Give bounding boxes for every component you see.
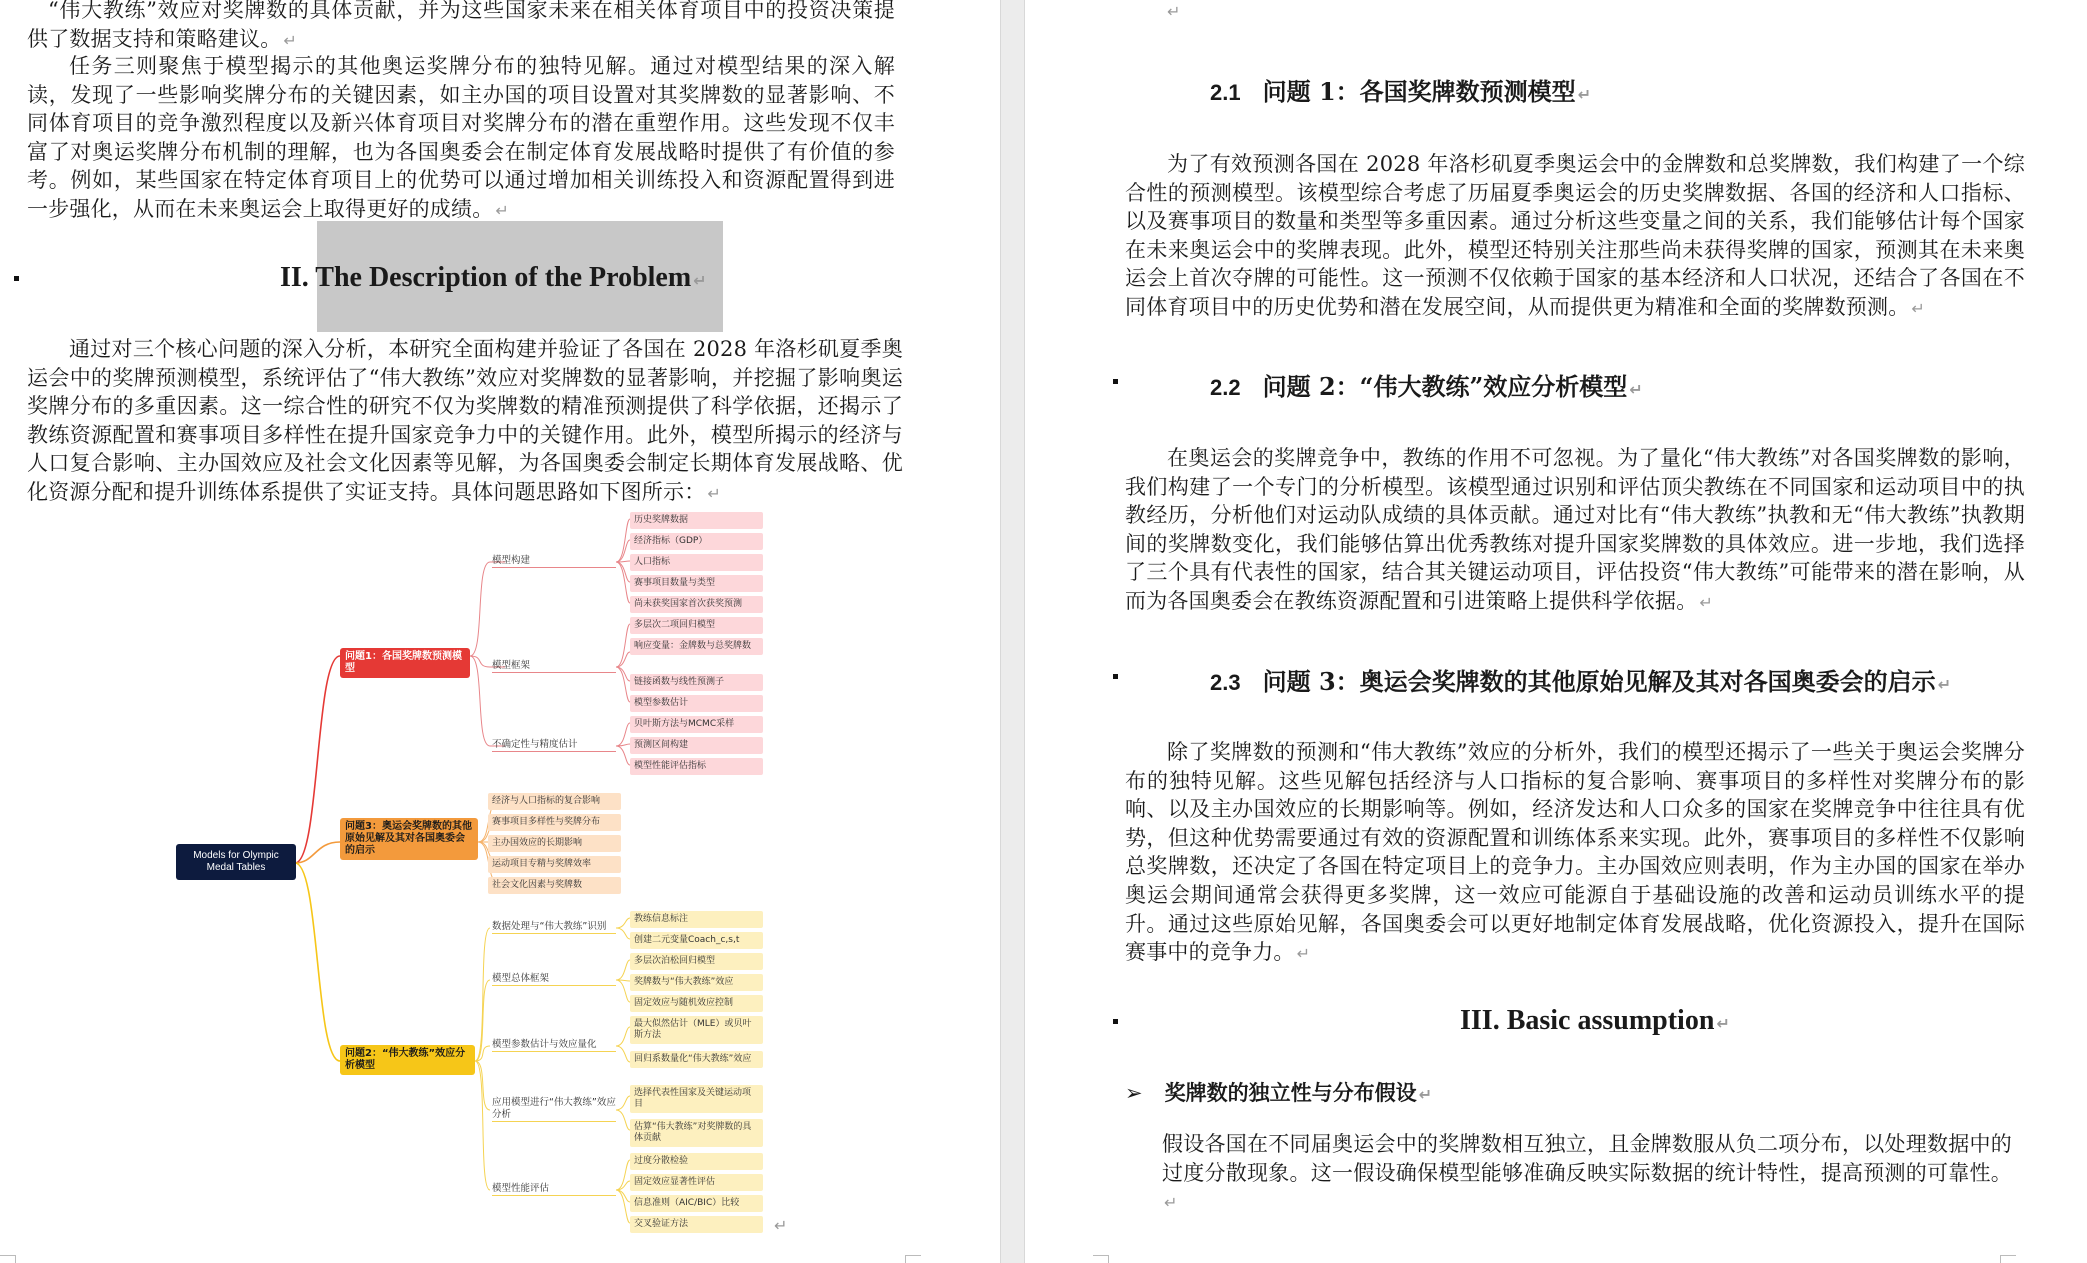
subsection-title: 问题 3：奥运会奖牌数的其他原始见解及其对各国奥委会的启示 xyxy=(1262,667,1936,696)
paragraph-mark-icon: ↵ xyxy=(1418,1085,1433,1104)
list-bullet-icon xyxy=(1113,674,1118,679)
paragraph xyxy=(1162,1130,2012,1218)
mindmap-q3-node[interactable]: 问题3：奥运会奖牌数的其他原始见解及其对各国奥委会的启示 xyxy=(340,818,478,860)
mindmap-leaf[interactable]: 固定效应显著性评估 xyxy=(630,1174,763,1191)
paragraph-mark-icon: ↵ xyxy=(1716,1014,1730,1033)
mindmap-q2-node[interactable]: 问题2：“伟大教练”效应分析模型 xyxy=(340,1045,475,1075)
paragraph-mark-icon: ↵ xyxy=(283,30,298,50)
paragraph-mark-icon: ↵ xyxy=(1167,2,1181,21)
section-heading[interactable] xyxy=(280,262,707,294)
list-bullet-icon xyxy=(1113,1019,1118,1024)
paragraph xyxy=(1125,738,2025,969)
mindmap-leaf[interactable]: 历史奖牌数据 xyxy=(630,512,763,529)
paragraph-text: 为了有效预测各国在 2028 年洛杉矶夏季奥运会中的金牌数和总奖牌数，我们构建了一个综合性的预测模型。该模型综合考虑了历届夏季奥运会的历史奖牌数据、各国的经济和人口指标、以及赛事项目的数量和类型等多重因素。通过分析这些变量之间的关系，我们能够估计每个国家在未来奥运会中的奖牌表现。此外，模型还特别关注那些尚未获得奖牌的国家，预测其在未来奥运会上首次夺牌的可能性。这一预测不仅依赖于国家的基本经济和人口状况，还结合了各国在不同体育项目中的历史优势和潜在发展空间，从而提供更为精准和全面的奖牌数预测。 xyxy=(1125,152,2025,319)
mindmap-branch-label[interactable]: 模型框架 xyxy=(492,660,616,673)
list-bullet-icon xyxy=(14,276,19,281)
mindmap-leaf[interactable]: 创建二元变量Coach_c,s,t xyxy=(630,932,763,949)
paragraph-text: “伟大教练”效应对奖牌数的具体贡献，并为这些国家未来在相关体育项目中的投资决策提供了数据支持和策略建议。 xyxy=(27,0,895,51)
mindmap-leaf[interactable]: 过度分散检验 xyxy=(630,1153,763,1170)
mindmap-leaf[interactable]: 人口指标 xyxy=(630,554,763,571)
mindmap-leaf[interactable]: 模型参数估计 xyxy=(630,695,763,712)
paragraph xyxy=(1125,150,2025,324)
paragraph-mark-icon: ↵ xyxy=(1577,85,1592,104)
document-page-right xyxy=(1025,0,2087,1263)
mindmap-branch-label[interactable]: 应用模型进行“伟大教练”效应分析 xyxy=(492,1097,616,1120)
paragraph-mark-icon: ↵ xyxy=(707,483,722,503)
paragraph xyxy=(1125,444,2025,618)
mindmap-leaf[interactable]: 模型性能评估指标 xyxy=(630,758,763,775)
section-heading[interactable] xyxy=(1460,1005,1730,1037)
section-heading-text: III. Basic assumption xyxy=(1460,1005,1715,1036)
mindmap-branch-label[interactable]: 不确定性与精度估计 xyxy=(492,739,616,752)
mindmap-root-node[interactable]: Models for Olympic Medal Tables xyxy=(176,844,296,880)
mindmap-leaf[interactable]: 回归系数量化“伟大教练”效应 xyxy=(630,1051,763,1068)
section-heading-text: II. The Description of the Problem xyxy=(280,262,692,293)
mindmap-figure[interactable] xyxy=(170,500,770,1240)
mindmap-leaf[interactable]: 信息准则（AIC/BIC）比较 xyxy=(630,1195,763,1212)
mindmap-leaf[interactable]: 教练信息标注 xyxy=(630,911,763,928)
subsection-number: 2.2 xyxy=(1210,375,1241,400)
paragraph-mark-icon: ↵ xyxy=(1911,298,1926,318)
mindmap-leaf[interactable]: 预测区间构建 xyxy=(630,737,763,754)
paragraph-text: 任务三则聚焦于模型揭示的其他奥运奖牌分布的独特见解。通过对模型结果的深入解读，发现了一些影响奖牌分布的关键因素，如主办国的项目设置对其奖牌数的显著影响、不同体育项目的竞争激烈程度以及新兴体育项目对奖牌分布的潜在重塑作用。这些发现不仅丰富了对奥运奖牌分布机制的理解，也为各国奥委会在制定体育发展战略时提供了有价值的参考。例如，某些国家在特定体育项目上的优势可以通过增加相关训练投入和资源配置得到进一步强化，从而在未来奥运会上取得更好的成绩。 xyxy=(27,54,895,221)
subsection-title: 问题 2：“伟大教练”效应分析模型 xyxy=(1262,372,1628,401)
paragraph-mark-icon: ↵ xyxy=(1629,380,1643,399)
mindmap-leaf[interactable]: 奖牌数与“伟大教练”效应 xyxy=(630,974,763,991)
paragraph-text: 假设各国在不同届奥运会中的奖牌数相互独立，且金牌数服从负二项分布，以处理数据中的过度分散现象。这一假设确保模型能够准确反映实际数据的统计特性，提高预测的可靠性。 xyxy=(1162,1132,2012,1185)
paragraph-mark-icon: ↵ xyxy=(495,200,510,220)
mindmap-branch-label[interactable]: 模型参数估计与效应量化 xyxy=(492,1039,616,1052)
paragraph xyxy=(27,0,895,55)
mindmap-leaf[interactable]: 交叉验证方法 xyxy=(630,1216,763,1233)
subsection-heading[interactable] xyxy=(1210,662,1951,697)
paragraph-text: 除了奖牌数的预测和“伟大教练”效应的分析外，我们的模型还揭示了一些关于奥运会奖牌分布的独特见解。这些见解包括经济与人口指标的复合影响、赛事项目的多样性对奖牌分布的影响、以及主办国效应的长期影响等。例如，经济发达和人口众多的国家在奖牌竞争中往往具有优势，但这种优势需要通过有效的资源配置和训练体系来实现。此外，赛事项目的多样性不仅影响总奖牌数，还决定了各国在特定项目上的竞争力。主办国效应则表明，作为主办国的国家在举办奥运会期间通常会获得更多奖牌，这一效应可能源自于基础设施的改善和运动员训练水平的提升。通过这些原始见解，各国奥委会可以更好地制定体育发展战略，优化资源投入，提升在国际赛事中的竞争力。 xyxy=(1125,740,2025,965)
paragraph-mark-icon: ↵ xyxy=(1164,1193,1178,1213)
mindmap-leaf[interactable]: 多层次泊松回归模型 xyxy=(630,953,763,970)
mindmap-leaf[interactable]: 估算“伟大教练”对奖牌数的具体贡献 xyxy=(630,1119,763,1147)
paragraph-mark-icon: ↵ xyxy=(1296,944,1311,964)
mindmap-leaf[interactable]: 运动项目专精与奖牌效率 xyxy=(488,856,621,873)
page-corner-mark xyxy=(2000,1255,2016,1263)
mindmap-leaf[interactable]: 主办国效应的长期影响 xyxy=(488,835,621,852)
mindmap-branch-label[interactable]: 模型总体框架 xyxy=(492,973,616,986)
mindmap-leaf[interactable]: 选择代表性国家及关键运动项目 xyxy=(630,1085,763,1113)
mindmap-branch-label[interactable]: 模型构建 xyxy=(492,555,616,568)
mindmap-leaf[interactable]: 多层次二项回归模型 xyxy=(630,617,763,634)
document-page-left xyxy=(0,0,1000,1263)
mindmap-branch-label[interactable]: 模型性能评估 xyxy=(492,1183,616,1196)
mindmap-leaf[interactable]: 赛事项目多样性与奖牌分布 xyxy=(488,814,621,831)
mindmap-q1-node[interactable]: 问题1：各国奖牌数预测模型 xyxy=(340,648,470,678)
mindmap-leaf[interactable]: 经济指标（GDP） xyxy=(630,533,763,550)
paragraph-text: 通过对三个核心问题的深入分析，本研究全面构建并验证了各国在 2028 年洛杉矶夏季奥运会中的奖牌预测模型，系统评估了“伟大教练”效应对奖牌数的显著影响，并挖掘了影响奥运奖牌分布的多重因素。这一综合性的研究不仅为奖牌数的精准预测提供了科学依据，还揭示了教练资源配置和赛事项目多样性在提升国家竞争力中的关键作用。此外，模型所揭示的经济与人口复合影响、主办国效应及社会文化因素等见解，为各国奥委会制定长期体育发展战略、优化资源分配和提升训练体系提供了实证支持。具体问题思路如下图所示： xyxy=(27,337,903,504)
subsection-title: 问题 1：各国奖牌数预测模型 xyxy=(1262,77,1576,106)
mindmap-leaf[interactable]: 经济与人口指标的复合影响 xyxy=(488,793,621,810)
page-corner-mark xyxy=(1093,1255,1109,1263)
paragraph-mark-icon: ↵ xyxy=(693,271,707,290)
paragraph-mark-icon: ↵ xyxy=(1699,592,1714,612)
mindmap-leaf[interactable]: 链接函数与线性预测子 xyxy=(630,674,763,691)
paragraph-mark-icon: ↵ xyxy=(1937,675,1952,694)
list-bullet-icon xyxy=(1113,379,1118,384)
subsection-number: 2.3 xyxy=(1210,670,1241,695)
mindmap-leaf[interactable]: 赛事项目数量与类型 xyxy=(630,575,763,592)
mindmap-leaf[interactable]: 贝叶斯方法与MCMC采样 xyxy=(630,716,763,733)
paragraph-mark-icon: ↵ xyxy=(774,1216,788,1235)
mindmap-branch-label[interactable]: 数据处理与“伟大教练”识别 xyxy=(492,921,616,934)
arrow-bullet-icon: ➢ xyxy=(1125,1081,1143,1105)
assumption-title: 奖牌数的独立性与分布假设 xyxy=(1164,1080,1417,1105)
subsection-heading[interactable] xyxy=(1210,72,1591,107)
assumption-heading[interactable] xyxy=(1125,1077,1432,1107)
mindmap-leaf[interactable]: 最大似然估计（MLE）或贝叶斯方法 xyxy=(630,1016,763,1044)
page-corner-mark xyxy=(905,1255,921,1263)
paragraph-text: 在奥运会的奖牌竞争中，教练的作用不可忽视。为了量化“伟大教练”对各国奖牌数的影响，我们构建了一个专门的分析模型。该模型通过识别和评估顶尖教练在不同国家和运动项目中的执教经历，分析他们对运动队成绩的具体贡献。通过对比有“伟大教练”执教和无“伟大教练”执教期间的奖牌数变化，我们能够估算出优秀教练对提升国家奖牌数的具体效应。进一步地，我们选择了三个具有代表性的国家，结合其关键运动项目，评估投资“伟大教练”可能带来的潜在影响，从而为各国奥委会在教练资源配置和引进策略上提供科学依据。 xyxy=(1125,446,2025,613)
subsection-number: 2.1 xyxy=(1210,80,1241,105)
mindmap-leaf[interactable]: 固定效应与随机效应控制 xyxy=(630,995,763,1012)
mindmap-leaf[interactable]: 社会文化因素与奖牌数 xyxy=(488,877,621,894)
paragraph xyxy=(27,335,903,509)
page-gutter xyxy=(1000,0,1025,1263)
mindmap-leaf[interactable]: 响应变量：金牌数与总奖牌数 xyxy=(630,638,763,655)
paragraph xyxy=(27,52,895,226)
subsection-heading[interactable] xyxy=(1210,367,1643,402)
mindmap-leaf[interactable]: 尚未获奖国家首次获奖预测 xyxy=(630,596,763,613)
page-corner-mark xyxy=(0,1255,16,1263)
